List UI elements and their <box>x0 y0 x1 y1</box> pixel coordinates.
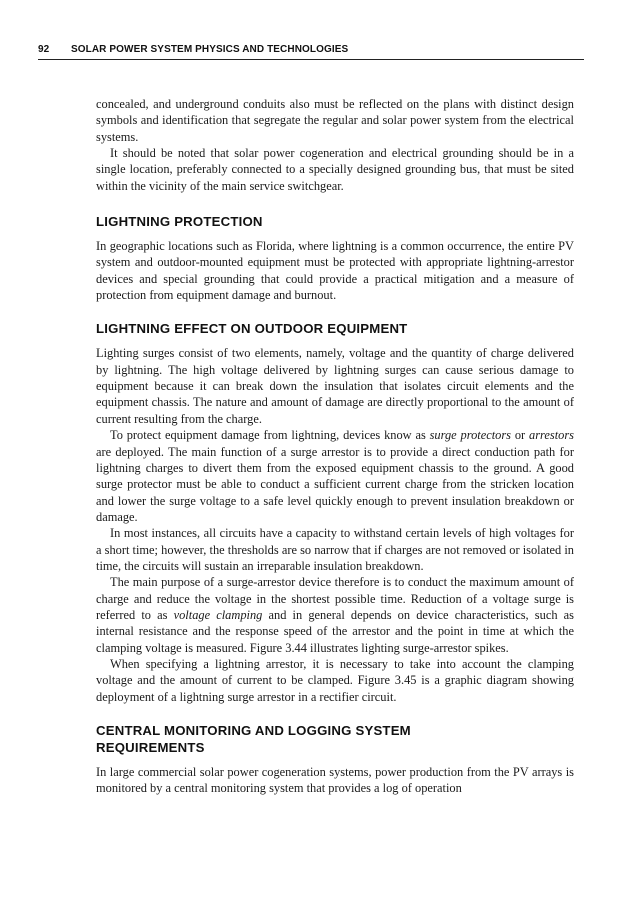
body-text <box>96 96 574 797</box>
paragraph: In large commercial solar power cogeneration systems, power production from the PV arrays is monitored by a central monitoring system that provides a log of operation <box>96 765 574 796</box>
section-heading-lightning-effect: LIGHTNING EFFECT ON OUTDOOR EQUIPMENT <box>96 321 408 337</box>
section-heading-central-monitoring <box>96 722 574 756</box>
paragraph: concealed, and underground conduits also must be reflected on the plans with distinct design symbols and identification that segregate the regular and solar power system from the electrical systems. <box>96 97 574 144</box>
page-number: 92 <box>38 44 50 55</box>
running-head-title: SOLAR POWER SYSTEM PHYSICS AND TECHNOLOGIES <box>71 44 349 55</box>
heading-line: REQUIREMENTS <box>96 740 205 755</box>
section-heading-lightning-protection: LIGHTNING PROTECTION <box>96 214 263 230</box>
text-run: The main purpose of a surge-arrestor device therefore is to conduct the maximum amount of charge and reduce the voltage in the shortest possible time. Reduction of a voltage surge is referred to as <box>96 575 574 622</box>
heading-line: CENTRAL MONITORING AND LOGGING SYSTEM <box>96 723 411 738</box>
emphasis-term: arrestors <box>529 428 574 443</box>
text-run: are deployed. The main function of a surge arrestor is to provide a direct conduction path for lightning charges to divert them from the exposed equipment chassis to the ground. A good surge protector must be able to conduct a sufficient current charge from the stricken location and lower the surge voltage to a safe level quickly enough to prevent insulation breakdown or damage. <box>96 444 574 524</box>
paragraph <box>96 427 574 525</box>
paragraph: It should be noted that solar power cogeneration and electrical grounding should be in a single location, preferably connected to a specially designed grounding bus, that must be sited within the vicinity of the main service switchgear. <box>96 146 574 193</box>
paragraph: In most instances, all circuits have a capacity to withstand certain levels of high voltages for a short time; however, the thresholds are so narrow that if charges are not removed or isolated in time, the circuits will sustain an irreparable insulation breakdown. <box>96 526 574 573</box>
text-run: To protect equipment damage from lightning, devices know as <box>110 428 430 443</box>
text-run: or <box>511 428 529 443</box>
paragraph <box>96 574 574 656</box>
running-head <box>38 44 584 58</box>
header-rule <box>38 59 584 60</box>
emphasis-term: surge protectors <box>429 428 511 443</box>
text-run: and in general depends on device characteristics, such as internal resistance and the response speed of the arrestor and the point in time at which the clamping voltage is measured. Figure 3.44 illustrates lighting surge-arrestor spikes. <box>96 607 574 655</box>
emphasis-term: voltage clamping <box>173 607 263 622</box>
paragraph: In geographic locations such as Florida, where lightning is a common occurrence, the entire PV system and outdoor-mounted equipment must be protected with appropriate lightning-arrestor devices and special grounding that could provide a practical mitigation and a measure of protection from equipment damage and burnout. <box>96 239 574 303</box>
paragraph: Lighting surges consist of two elements, namely, voltage and the quantity of charge delivered by lightning. The high voltage delivered by lightning surges can cause serious damage to equipment because it can break down the insulation that isolates circuit elements and the equipment chassis. The nature and amount of damage are directly proportional to the amount of current resulting from the charge. <box>96 346 574 426</box>
paragraph: When specifying a lightning arrestor, it is necessary to take into account the clamping voltage and the amount of current to be clamped. Figure 3.45 is a graphic diagram showing deployment of a lightning surge arrestor in a rectifier circuit. <box>96 656 574 704</box>
